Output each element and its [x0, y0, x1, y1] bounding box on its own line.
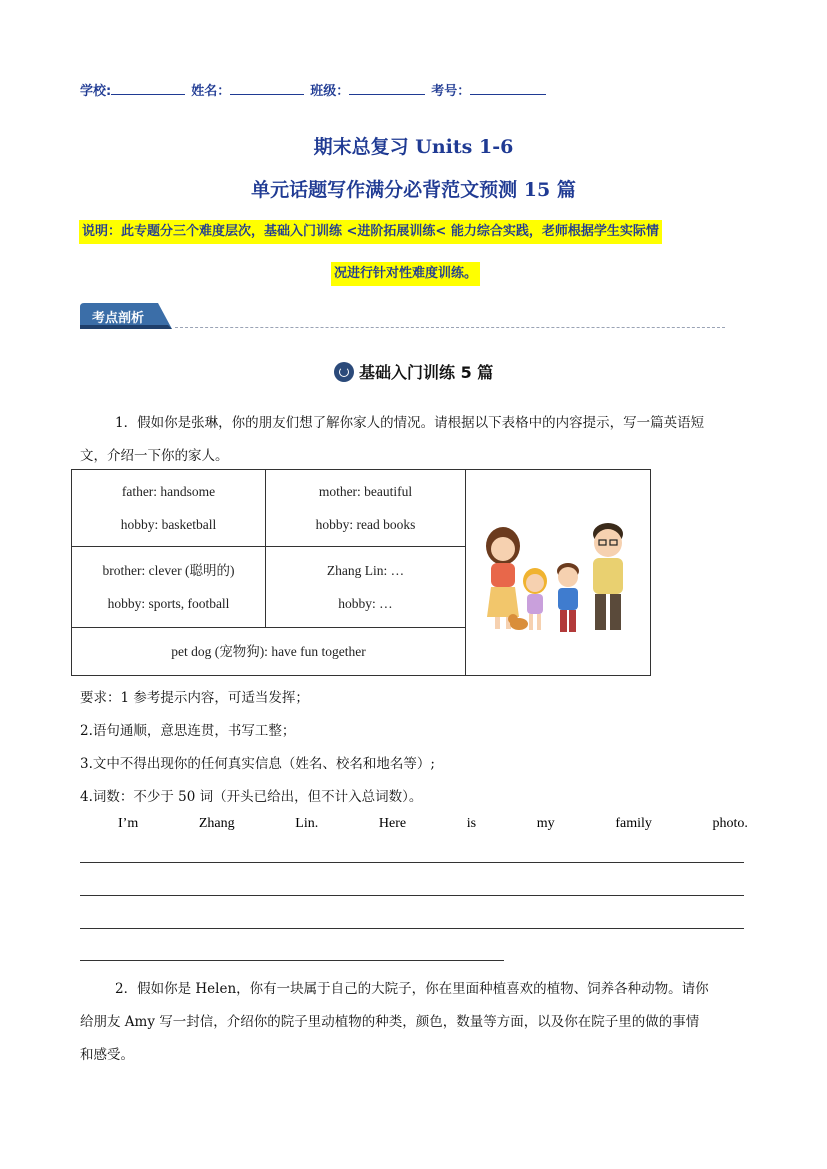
- start-word: Zhang: [198, 816, 235, 831]
- requirement-1: 要求：1 参考提示内容，可适当发挥；: [80, 690, 309, 706]
- page-title: 期末总复习 Units 1-6: [313, 136, 514, 158]
- question-2-line-2: 给朋友 Amy 写一封信，介绍你的院子里动植物的种类，颜色，数量等方面，以及你在院子里的做的事情: [80, 1014, 700, 1030]
- writing-line[interactable]: [80, 862, 744, 863]
- question-1-line-1: 1．假如你是张琳，你的朋友们想了解你家人的情况。请根据以下表格中的内容提示，写一篇英语短: [115, 415, 705, 431]
- table-cell-illustration: [466, 470, 651, 676]
- family-illustration: [473, 501, 643, 641]
- requirement-2: 2.语句通顺，意思连贯，书写工整；: [80, 723, 296, 739]
- question-2-line-1: 2．假如你是 Helen，你有一块属于自己的大院子，你在里面种植喜欢的植物、饲养各种动物。请你: [115, 981, 709, 997]
- start-word: Lin.: [295, 816, 319, 831]
- writing-line[interactable]: [80, 928, 744, 929]
- essay-start-line: [118, 816, 748, 832]
- question-2-line-3: 和感受。: [80, 1047, 134, 1063]
- student-info-line: [80, 80, 552, 99]
- requirement-3: 3.文中不得出现你的任何真实信息（姓名、校名和地名等）;: [80, 756, 435, 772]
- start-word: family: [615, 816, 652, 831]
- sub-heading: [334, 360, 493, 383]
- note-line-2: 况进行针对性难度训练。: [331, 262, 480, 286]
- start-word: is: [466, 816, 477, 831]
- writing-line[interactable]: [80, 960, 504, 961]
- note-line-1: 说明：此专题分三个难度层次，基础入门训练 <进阶拓展训练< 能力综合实践，老师根据学生实际情: [79, 220, 662, 244]
- section-tag-label: 考点剖析: [92, 311, 145, 326]
- start-word: photo.: [712, 816, 748, 831]
- start-word: Here: [378, 816, 407, 831]
- table-cell-zhang-lin: Zhang Lin: … hobby: …: [266, 547, 466, 628]
- requirement-4: 4.词数：不少于 50 词（开头已给出，但不计入总词数）。: [80, 789, 423, 805]
- table-cell-mother: mother: beautiful hobby: read books: [266, 470, 466, 547]
- class-blank: [349, 80, 425, 95]
- section-divider: [175, 327, 725, 328]
- name-label: 姓名：: [191, 84, 231, 99]
- exam-no-label: 考号：: [431, 84, 471, 99]
- start-word: I’m: [118, 816, 139, 831]
- writing-line[interactable]: [80, 895, 744, 896]
- start-word: my: [536, 816, 555, 831]
- school-blank: [111, 80, 185, 95]
- table-cell-brother: brother: clever (聪明的) hobby: sports, football: [72, 547, 266, 628]
- sub-heading-label: 基础入门训练 5 篇: [359, 363, 494, 382]
- family-info-table: [71, 469, 651, 676]
- headphones-icon: [334, 362, 354, 382]
- table-cell-father: father: handsome hobby: basketball: [72, 470, 266, 547]
- class-label: 班级：: [310, 84, 350, 99]
- name-blank: [230, 80, 304, 95]
- table-cell-pet-dog: pet dog (宠物狗): have fun together: [72, 628, 466, 676]
- page-subtitle: 单元话题写作满分必背范文预测 15 篇: [251, 179, 576, 201]
- question-1-line-2: 文，介绍一下你的家人。: [80, 448, 229, 464]
- school-label: 学校:: [80, 84, 112, 99]
- exam-no-blank: [470, 80, 546, 95]
